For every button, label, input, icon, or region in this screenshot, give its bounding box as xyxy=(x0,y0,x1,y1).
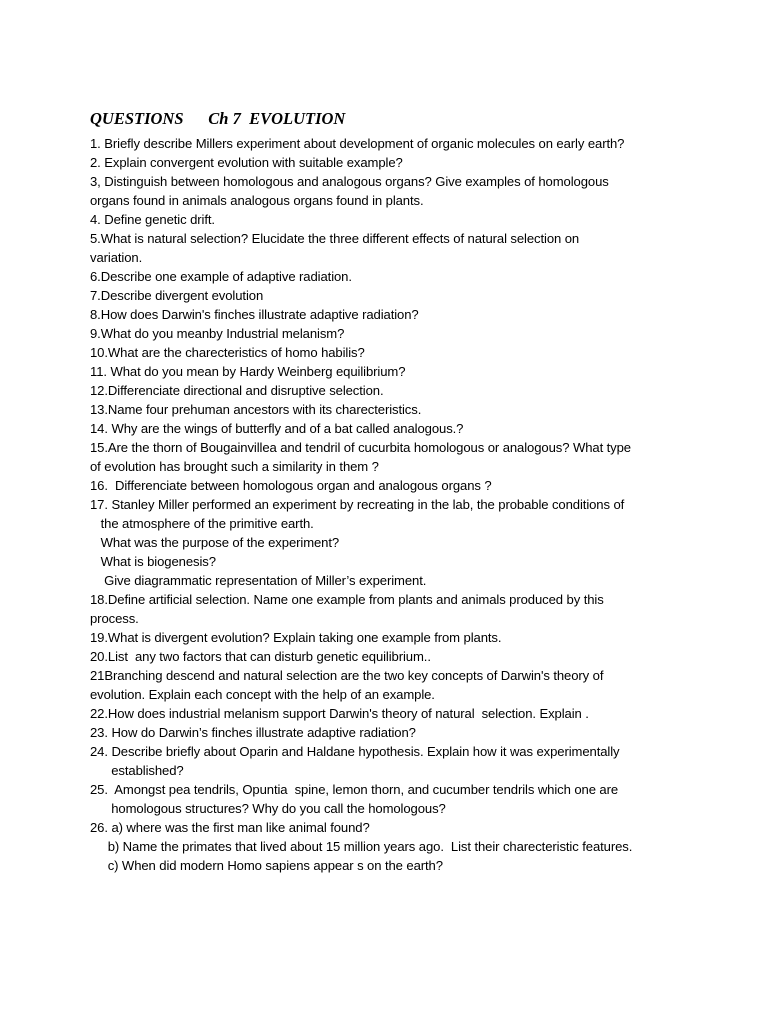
question-line: established? xyxy=(90,763,184,778)
question-line: 24. Describe briefly about Oparin and Haldane hypothesis. Explain how it was experimentally xyxy=(90,744,620,759)
question-line: 3, Distinguish between homologous and analogous organs? Give examples of homologous xyxy=(90,174,609,189)
question-line: 16. Differenciate between homologous organ and analogous organs ? xyxy=(90,478,492,493)
question-line: 26. a) where was the first man like animal found? xyxy=(90,820,370,835)
question-line: 23. How do Darwin’s finches illustrate adaptive radiation? xyxy=(90,725,416,740)
question-line: of evolution has brought such a similarity in them ? xyxy=(90,459,379,474)
question-line: 22.How does industrial melanism support Darwin's theory of natural selection. Explain . xyxy=(90,706,589,721)
question-line: 15.Are the thorn of Bougainvillea and tendril of cucurbita homologous or analogous? What type xyxy=(90,440,631,455)
question-line: 2. Explain convergent evolution with suitable example? xyxy=(90,155,403,170)
question-line: 1. Briefly describe Millers experiment about development of organic molecules on early earth? xyxy=(90,136,625,151)
question-line: 14. Why are the wings of butterfly and of a bat called analogous.? xyxy=(90,421,464,436)
question-line: 21Branching descend and natural selection are the two key concepts of Darwin's theory of xyxy=(90,668,604,683)
question-line: 18.Define artificial selection. Name one example from plants and animals produced by this xyxy=(90,592,604,607)
question-line: 6.Describe one example of adaptive radiation. xyxy=(90,269,352,284)
question-line: 17. Stanley Miller performed an experiment by recreating in the lab, the probable conditions of xyxy=(90,497,625,512)
question-line: 8.How does Darwin's finches illustrate adaptive radiation? xyxy=(90,307,419,322)
question-line: 20.List any two factors that can disturb genetic equilibrium.. xyxy=(90,649,431,664)
question-line: 25. Amongst pea tendrils, Opuntia spine, lemon thorn, and cucumber tendrils which one are xyxy=(90,782,619,797)
question-line: the atmosphere of the primitive earth. xyxy=(90,516,314,531)
question-line: homologous structures? Why do you call the homologous? xyxy=(90,801,446,816)
question-line: 9.What do you meanby Industrial melanism? xyxy=(90,326,345,341)
question-line: process. xyxy=(90,611,139,626)
question-line: What was the purpose of the experiment? xyxy=(90,535,340,550)
question-line: 11. What do you mean by Hardy Weinberg equilibrium? xyxy=(90,364,406,379)
question-line: 19.What is divergent evolution? Explain taking one example from plants. xyxy=(90,630,502,645)
question-line: 13.Name four prehuman ancestors with its charecteristics. xyxy=(90,402,422,417)
question-line: 4. Define genetic drift. xyxy=(90,212,215,227)
question-line: Give diagrammatic representation of Miller’s experiment. xyxy=(90,573,427,588)
question-list xyxy=(90,134,690,875)
question-line: 10.What are the charecteristics of homo habilis? xyxy=(90,345,365,360)
question-line: c) When did modern Homo sapiens appear s on the earth? xyxy=(90,858,443,873)
question-line: 7.Describe divergent evolution xyxy=(90,288,264,303)
question-line: 5.What is natural selection? Elucidate the three different effects of natural selection on xyxy=(90,231,580,246)
document-page xyxy=(90,109,690,875)
question-line: 12.Differenciate directional and disruptive selection. xyxy=(90,383,384,398)
question-line: b) Name the primates that lived about 15 million years ago. List their charecteristic features. xyxy=(90,839,633,854)
question-line: evolution. Explain each concept with the help of an example. xyxy=(90,687,435,702)
question-line: organs found in animals analogous organs found in plants. xyxy=(90,193,424,208)
question-line: variation. xyxy=(90,250,143,265)
page-title: QUESTIONS Ch 7 EVOLUTION xyxy=(90,109,346,128)
question-line: What is biogenesis? xyxy=(90,554,216,569)
